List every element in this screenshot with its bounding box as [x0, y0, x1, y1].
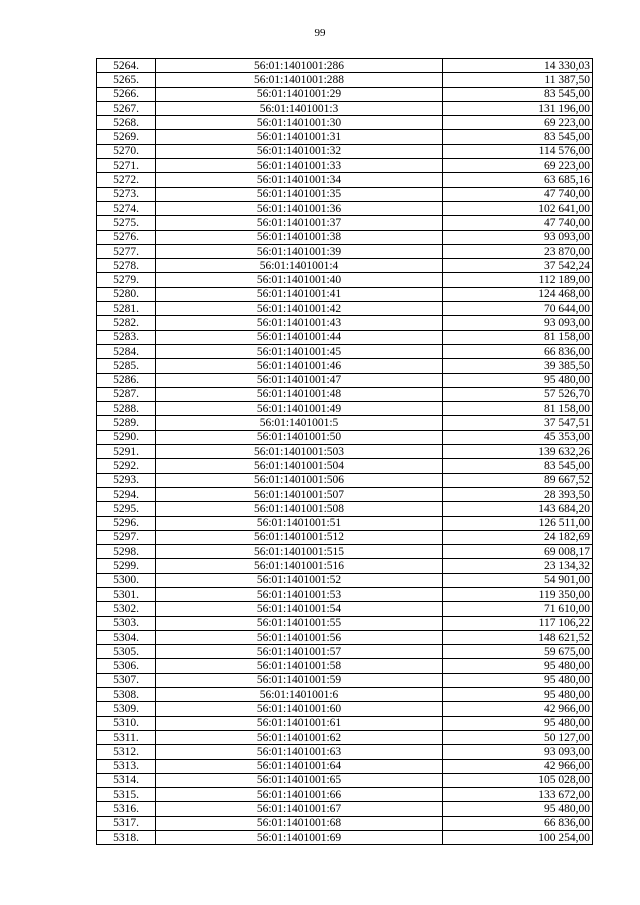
table-row: [97, 373, 593, 387]
value-cell: 139 632,26: [443, 445, 593, 459]
value-cell: 28 393,50: [443, 487, 593, 501]
table-row: [97, 416, 593, 430]
table-row: [97, 487, 593, 501]
table-row: [97, 559, 593, 573]
value-cell: 11 387,50: [443, 73, 593, 87]
cadastral-number-cell: 56:01:1401001:61: [156, 716, 443, 730]
value-cell: 131 196,00: [443, 101, 593, 115]
cadastral-number-cell: 56:01:1401001:55: [156, 616, 443, 630]
cadastral-number-cell: 56:01:1401001:59: [156, 673, 443, 687]
row-number-cell: 5272.: [97, 173, 156, 187]
table-row: [97, 502, 593, 516]
cadastral-number-cell: 56:01:1401001:40: [156, 273, 443, 287]
row-number-cell: 5271.: [97, 159, 156, 173]
value-cell: 37 547,51: [443, 416, 593, 430]
row-number-cell: 5307.: [97, 673, 156, 687]
cadastral-number-cell: 56:01:1401001:47: [156, 373, 443, 387]
table-row: [97, 788, 593, 802]
row-number-cell: 5284.: [97, 344, 156, 358]
table-row: [97, 730, 593, 744]
value-cell: 69 223,00: [443, 116, 593, 130]
table-row: [97, 216, 593, 230]
table-row: [97, 645, 593, 659]
cadastral-number-cell: 56:01:1401001:32: [156, 144, 443, 158]
cadastral-number-cell: 56:01:1401001:30: [156, 116, 443, 130]
row-number-cell: 5314.: [97, 773, 156, 787]
cadastral-number-cell: 56:01:1401001:288: [156, 73, 443, 87]
table-row: [97, 545, 593, 559]
table-row: [97, 516, 593, 530]
value-cell: 63 685,16: [443, 173, 593, 187]
value-cell: 81 158,00: [443, 330, 593, 344]
table-row: [97, 616, 593, 630]
value-cell: 114 576,00: [443, 144, 593, 158]
cadastral-number-cell: 56:01:1401001:504: [156, 459, 443, 473]
row-number-cell: 5304.: [97, 630, 156, 644]
cadastral-number-cell: 56:01:1401001:57: [156, 645, 443, 659]
row-number-cell: 5315.: [97, 788, 156, 802]
value-cell: 71 610,00: [443, 602, 593, 616]
table-row: [97, 587, 593, 601]
row-number-cell: 5269.: [97, 130, 156, 144]
cadastral-number-cell: 56:01:1401001:58: [156, 659, 443, 673]
table-row: [97, 402, 593, 416]
table-row: [97, 159, 593, 173]
table-row: [97, 101, 593, 115]
row-number-cell: 5288.: [97, 402, 156, 416]
table-row: [97, 359, 593, 373]
value-cell: 126 511,00: [443, 516, 593, 530]
row-number-cell: 5285.: [97, 359, 156, 373]
table-row: [97, 773, 593, 787]
value-cell: 83 545,00: [443, 459, 593, 473]
cadastral-number-cell: 56:01:1401001:64: [156, 759, 443, 773]
row-number-cell: 5270.: [97, 144, 156, 158]
cadastral-number-cell: 56:01:1401001:286: [156, 59, 443, 73]
cadastral-number-cell: 56:01:1401001:515: [156, 545, 443, 559]
cadastral-number-cell: 56:01:1401001:29: [156, 87, 443, 101]
table-row: [97, 259, 593, 273]
value-cell: 95 480,00: [443, 716, 593, 730]
cadastral-number-cell: 56:01:1401001:39: [156, 244, 443, 258]
value-cell: 133 672,00: [443, 788, 593, 802]
value-cell: 42 966,00: [443, 702, 593, 716]
cadastral-number-cell: 56:01:1401001:45: [156, 344, 443, 358]
value-cell: 95 480,00: [443, 688, 593, 702]
value-cell: 83 545,00: [443, 87, 593, 101]
row-number-cell: 5293.: [97, 473, 156, 487]
row-number-cell: 5277.: [97, 244, 156, 258]
value-cell: 47 740,00: [443, 187, 593, 201]
cadastral-number-cell: 56:01:1401001:43: [156, 316, 443, 330]
value-cell: 112 189,00: [443, 273, 593, 287]
row-number-cell: 5281.: [97, 302, 156, 316]
row-number-cell: 5305.: [97, 645, 156, 659]
table-row: [97, 302, 593, 316]
cadastral-number-cell: 56:01:1401001:33: [156, 159, 443, 173]
table-row: [97, 287, 593, 301]
row-number-cell: 5311.: [97, 730, 156, 744]
value-cell: 143 684,20: [443, 502, 593, 516]
cadastral-number-cell: 56:01:1401001:512: [156, 530, 443, 544]
value-cell: 42 966,00: [443, 759, 593, 773]
row-number-cell: 5279.: [97, 273, 156, 287]
row-number-cell: 5297.: [97, 530, 156, 544]
table-row: [97, 273, 593, 287]
cadastral-value-table: [96, 58, 593, 845]
value-cell: 148 621,52: [443, 630, 593, 644]
table-row: [97, 230, 593, 244]
row-number-cell: 5294.: [97, 487, 156, 501]
value-cell: 83 545,00: [443, 130, 593, 144]
row-number-cell: 5298.: [97, 545, 156, 559]
value-cell: 23 134,32: [443, 559, 593, 573]
cadastral-number-cell: 56:01:1401001:35: [156, 187, 443, 201]
value-cell: 81 158,00: [443, 402, 593, 416]
cadastral-number-cell: 56:01:1401001:63: [156, 745, 443, 759]
cadastral-number-cell: 56:01:1401001:38: [156, 230, 443, 244]
row-number-cell: 5309.: [97, 702, 156, 716]
value-cell: 95 480,00: [443, 802, 593, 816]
row-number-cell: 5264.: [97, 59, 156, 73]
table-row: [97, 745, 593, 759]
value-cell: 69 223,00: [443, 159, 593, 173]
value-cell: 105 028,00: [443, 773, 593, 787]
row-number-cell: 5275.: [97, 216, 156, 230]
cadastral-number-cell: 56:01:1401001:46: [156, 359, 443, 373]
table-row: [97, 187, 593, 201]
value-cell: 14 330,03: [443, 59, 593, 73]
cadastral-number-cell: 56:01:1401001:51: [156, 516, 443, 530]
table-body: [97, 59, 593, 845]
row-number-cell: 5276.: [97, 230, 156, 244]
table-row: [97, 688, 593, 702]
cadastral-number-cell: 56:01:1401001:52: [156, 573, 443, 587]
value-cell: 70 644,00: [443, 302, 593, 316]
value-cell: 117 106,22: [443, 616, 593, 630]
table-row: [97, 473, 593, 487]
value-cell: 93 093,00: [443, 316, 593, 330]
cadastral-number-cell: 56:01:1401001:66: [156, 788, 443, 802]
table-row: [97, 116, 593, 130]
row-number-cell: 5286.: [97, 373, 156, 387]
table-row: [97, 445, 593, 459]
row-number-cell: 5295.: [97, 502, 156, 516]
row-number-cell: 5308.: [97, 688, 156, 702]
cadastral-number-cell: 56:01:1401001:54: [156, 602, 443, 616]
table-row: [97, 802, 593, 816]
value-cell: 102 641,00: [443, 201, 593, 215]
table-row: [97, 816, 593, 830]
table-row: [97, 702, 593, 716]
table-row: [97, 659, 593, 673]
row-number-cell: 5296.: [97, 516, 156, 530]
row-number-cell: 5291.: [97, 445, 156, 459]
row-number-cell: 5302.: [97, 602, 156, 616]
table-row: [97, 73, 593, 87]
row-number-cell: 5283.: [97, 330, 156, 344]
table-row: [97, 173, 593, 187]
row-number-cell: 5274.: [97, 201, 156, 215]
cadastral-number-cell: 56:01:1401001:53: [156, 587, 443, 601]
value-cell: 69 008,17: [443, 545, 593, 559]
table-row: [97, 430, 593, 444]
value-cell: 45 353,00: [443, 430, 593, 444]
cadastral-number-cell: 56:01:1401001:56: [156, 630, 443, 644]
cadastral-number-cell: 56:01:1401001:50: [156, 430, 443, 444]
table-row: [97, 673, 593, 687]
value-cell: 47 740,00: [443, 216, 593, 230]
row-number-cell: 5292.: [97, 459, 156, 473]
value-cell: 37 542,24: [443, 259, 593, 273]
value-cell: 100 254,00: [443, 831, 593, 845]
cadastral-number-cell: 56:01:1401001:506: [156, 473, 443, 487]
row-number-cell: 5299.: [97, 559, 156, 573]
row-number-cell: 5290.: [97, 430, 156, 444]
value-cell: 59 675,00: [443, 645, 593, 659]
cadastral-number-cell: 56:01:1401001:65: [156, 773, 443, 787]
row-number-cell: 5268.: [97, 116, 156, 130]
row-number-cell: 5313.: [97, 759, 156, 773]
row-number-cell: 5289.: [97, 416, 156, 430]
row-number-cell: 5287.: [97, 387, 156, 401]
row-number-cell: 5310.: [97, 716, 156, 730]
value-cell: 23 870,00: [443, 244, 593, 258]
table-row: [97, 130, 593, 144]
value-cell: 50 127,00: [443, 730, 593, 744]
table-row: [97, 330, 593, 344]
cadastral-number-cell: 56:01:1401001:49: [156, 402, 443, 416]
table-row: [97, 316, 593, 330]
value-cell: 124 468,00: [443, 287, 593, 301]
cadastral-number-cell: 56:01:1401001:42: [156, 302, 443, 316]
table-row: [97, 602, 593, 616]
cadastral-number-cell: 56:01:1401001:5: [156, 416, 443, 430]
table-row: [97, 716, 593, 730]
value-cell: 95 480,00: [443, 373, 593, 387]
cadastral-number-cell: 56:01:1401001:67: [156, 802, 443, 816]
table-row: [97, 59, 593, 73]
cadastral-number-cell: 56:01:1401001:31: [156, 130, 443, 144]
value-cell: 57 526,70: [443, 387, 593, 401]
row-number-cell: 5316.: [97, 802, 156, 816]
row-number-cell: 5303.: [97, 616, 156, 630]
row-number-cell: 5282.: [97, 316, 156, 330]
row-number-cell: 5278.: [97, 259, 156, 273]
cadastral-number-cell: 56:01:1401001:507: [156, 487, 443, 501]
table-row: [97, 573, 593, 587]
cadastral-number-cell: 56:01:1401001:37: [156, 216, 443, 230]
row-number-cell: 5312.: [97, 745, 156, 759]
value-cell: 54 901,00: [443, 573, 593, 587]
table-row: [97, 759, 593, 773]
cadastral-number-cell: 56:01:1401001:34: [156, 173, 443, 187]
cadastral-number-cell: 56:01:1401001:44: [156, 330, 443, 344]
value-cell: 95 480,00: [443, 673, 593, 687]
table-row: [97, 144, 593, 158]
cadastral-number-cell: 56:01:1401001:68: [156, 816, 443, 830]
cadastral-number-cell: 56:01:1401001:4: [156, 259, 443, 273]
value-cell: 95 480,00: [443, 659, 593, 673]
row-number-cell: 5317.: [97, 816, 156, 830]
table-row: [97, 459, 593, 473]
row-number-cell: 5280.: [97, 287, 156, 301]
page-number: 99: [314, 27, 326, 39]
value-cell: 119 350,00: [443, 587, 593, 601]
row-number-cell: 5266.: [97, 87, 156, 101]
table-row: [97, 387, 593, 401]
cadastral-number-cell: 56:01:1401001:516: [156, 559, 443, 573]
table-row: [97, 530, 593, 544]
cadastral-number-cell: 56:01:1401001:48: [156, 387, 443, 401]
table-row: [97, 87, 593, 101]
cadastral-number-cell: 56:01:1401001:503: [156, 445, 443, 459]
cadastral-number-cell: 56:01:1401001:60: [156, 702, 443, 716]
table-row: [97, 244, 593, 258]
value-cell: 39 385,50: [443, 359, 593, 373]
row-number-cell: 5301.: [97, 587, 156, 601]
table-row: [97, 630, 593, 644]
row-number-cell: 5300.: [97, 573, 156, 587]
cadastral-number-cell: 56:01:1401001:41: [156, 287, 443, 301]
row-number-cell: 5306.: [97, 659, 156, 673]
cadastral-number-cell: 56:01:1401001:62: [156, 730, 443, 744]
row-number-cell: 5265.: [97, 73, 156, 87]
cadastral-number-cell: 56:01:1401001:3: [156, 101, 443, 115]
cadastral-number-cell: 56:01:1401001:69: [156, 831, 443, 845]
cadastral-number-cell: 56:01:1401001:508: [156, 502, 443, 516]
row-number-cell: 5318.: [97, 831, 156, 845]
table-row: [97, 344, 593, 358]
table-row: [97, 201, 593, 215]
value-cell: 66 836,00: [443, 816, 593, 830]
value-cell: 93 093,00: [443, 230, 593, 244]
value-cell: 66 836,00: [443, 344, 593, 358]
value-cell: 93 093,00: [443, 745, 593, 759]
value-cell: 89 667,52: [443, 473, 593, 487]
cadastral-number-cell: 56:01:1401001:6: [156, 688, 443, 702]
cadastral-number-cell: 56:01:1401001:36: [156, 201, 443, 215]
row-number-cell: 5267.: [97, 101, 156, 115]
value-cell: 24 182,69: [443, 530, 593, 544]
table-row: [97, 831, 593, 845]
row-number-cell: 5273.: [97, 187, 156, 201]
